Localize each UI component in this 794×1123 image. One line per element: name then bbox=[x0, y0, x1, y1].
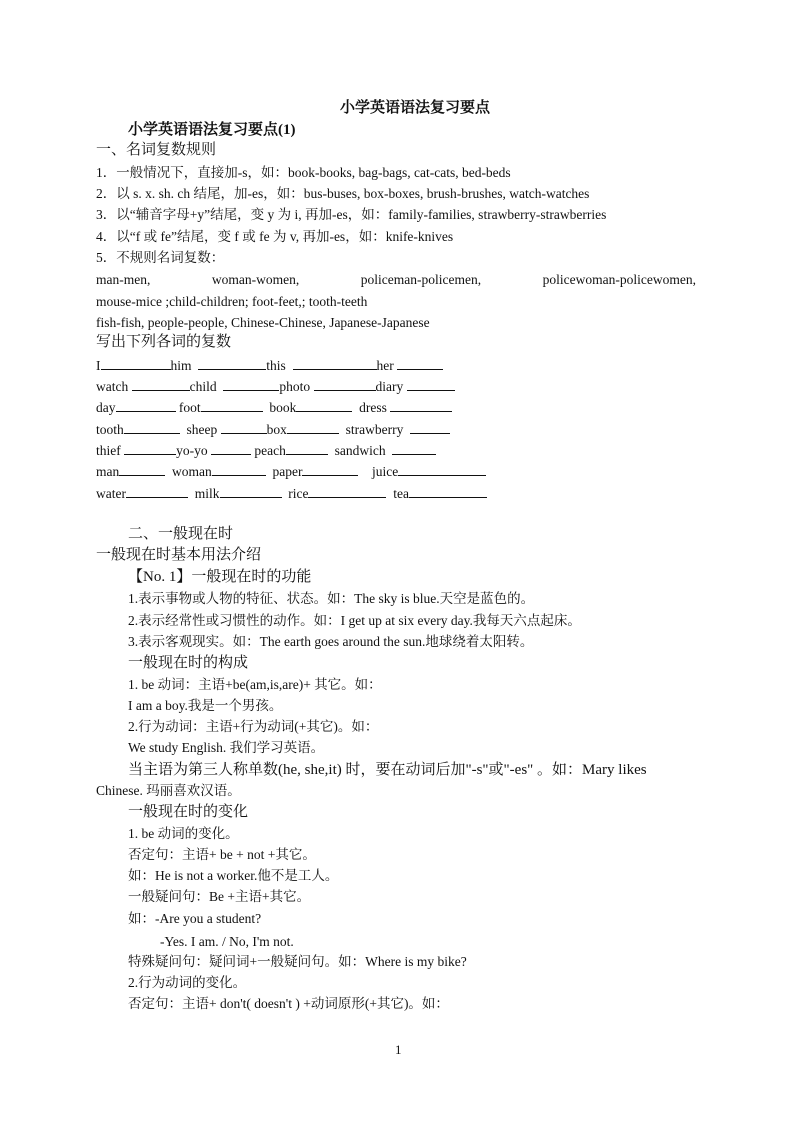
exercise-word: photo bbox=[279, 379, 311, 394]
answer-blank[interactable] bbox=[308, 485, 386, 498]
exercise-row bbox=[96, 442, 436, 460]
answer-blank[interactable] bbox=[390, 399, 452, 412]
irregular-item: woman-women, bbox=[211, 272, 300, 287]
exercise-word: tea bbox=[393, 486, 409, 501]
exercise-word: yo-yo bbox=[176, 443, 208, 458]
answer-blank[interactable] bbox=[126, 485, 188, 498]
exercise-word: watch bbox=[96, 379, 129, 394]
third-person-rule-line2: Chinese. 玛丽喜欢汉语。 bbox=[96, 783, 241, 798]
exercise-word: strawberry bbox=[345, 422, 404, 437]
function-1: 1.表示事物或人物的特征、状态。如：The sky is blue.天空是蓝色的。 bbox=[128, 591, 535, 606]
general-question-example: 如：-Are you a student? bbox=[128, 911, 262, 926]
exercise-word: foot bbox=[178, 400, 201, 415]
exercise-word: paper bbox=[272, 464, 303, 479]
change-heading: 一般现在时的变化 bbox=[128, 804, 249, 820]
exercise-word: this bbox=[266, 358, 286, 373]
plural-rule-3: 3．以“辅音字母+y”结尾，变 y 为 i, 再加-es，如：family-families, strawberry-strawberries bbox=[96, 207, 607, 222]
answer-blank[interactable] bbox=[407, 378, 455, 391]
exercise-word: rice bbox=[288, 486, 309, 501]
irregular-item: policeman-policemen, bbox=[360, 272, 482, 287]
answer-blank[interactable] bbox=[220, 485, 282, 498]
action-verb-example: We study English. 我们学习英语。 bbox=[128, 740, 325, 755]
exercise-row bbox=[96, 399, 452, 417]
answer-blank[interactable] bbox=[314, 378, 376, 391]
section1-heading: 一、名词复数规则 bbox=[96, 142, 217, 158]
answer-blank[interactable] bbox=[212, 463, 266, 476]
exercise-word: milk bbox=[194, 486, 220, 501]
exercise-word: juice bbox=[371, 464, 399, 479]
exercise-word: her bbox=[376, 358, 394, 373]
irregular-plurals-row-3: fish-fish, people-people, Chinese-Chinese, Japanese-Japanese bbox=[96, 315, 430, 330]
be-verb-rule: 1. be 动词：主语+be(am,is,are)+ 其它。如： bbox=[128, 677, 382, 692]
exercise-word: tooth bbox=[96, 422, 124, 437]
negative-rule: 否定句：主语+ be + not +其它。 bbox=[128, 847, 316, 862]
answer-blank[interactable] bbox=[409, 485, 487, 498]
answer-blank[interactable] bbox=[221, 421, 267, 434]
exercise-word: child bbox=[189, 379, 217, 394]
page-number: 1 bbox=[395, 1042, 402, 1057]
exercise-word: day bbox=[96, 400, 116, 415]
exercise-word: man bbox=[96, 464, 120, 479]
answer-blank[interactable] bbox=[124, 421, 180, 434]
exercise-row bbox=[96, 463, 486, 481]
action-verb-negative-rule: 否定句：主语+ don't( doesn't ) +动词原形(+其它)。如： bbox=[128, 996, 449, 1011]
exercise-row bbox=[96, 357, 443, 375]
be-change-heading: 1. be 动词的变化。 bbox=[128, 826, 239, 841]
exercise-word: sandwich bbox=[334, 443, 386, 458]
exercise-word: dress bbox=[359, 400, 387, 415]
exercise-word: woman bbox=[172, 464, 212, 479]
structure-heading: 一般现在时的构成 bbox=[128, 655, 249, 671]
section2-intro: 一般现在时基本用法介绍 bbox=[96, 547, 262, 563]
exercise-word: book bbox=[269, 400, 297, 415]
answer-blank[interactable] bbox=[124, 442, 176, 455]
exercise-row bbox=[96, 378, 455, 396]
answer-blank[interactable] bbox=[296, 399, 352, 412]
exercise-word: I bbox=[96, 358, 101, 373]
exercise-heading: 写出下列各词的复数 bbox=[96, 334, 232, 350]
plural-rule-2: 2．以 s. x. sh. ch 结尾，加-es，如：bus-buses, box-boxes, brush-brushes, watch-watches bbox=[96, 186, 590, 201]
function-2: 2.表示经常性或习惯性的动作。如：I get up at six every day.我每天六点起床。 bbox=[128, 613, 581, 628]
document-subtitle: 小学英语语法复习要点(1) bbox=[128, 122, 296, 138]
answer-blank[interactable] bbox=[101, 357, 171, 370]
exercise-row bbox=[96, 485, 487, 503]
irregular-item: man-men, bbox=[96, 272, 151, 287]
plural-rule-4: 4．以“f 或 fe”结尾，变 f 或 fe 为 v, 再加-es，如：knife-knives bbox=[96, 229, 454, 244]
irregular-plurals-row-1 bbox=[96, 271, 696, 289]
answer-blank[interactable] bbox=[410, 421, 450, 434]
answer-blank[interactable] bbox=[223, 378, 279, 391]
plural-rule-5: 5．不规则名词复数： bbox=[96, 250, 225, 265]
general-question-rule: 一般疑问句：Be +主语+其它。 bbox=[128, 889, 311, 904]
answer-blank[interactable] bbox=[293, 357, 377, 370]
action-verb-change-heading: 2.行为动词的变化。 bbox=[128, 975, 247, 990]
exercise-word: sheep bbox=[186, 422, 218, 437]
answer-blank[interactable] bbox=[198, 357, 266, 370]
section2-heading: 二、一般现在时 bbox=[128, 526, 234, 542]
no1-heading: 【No. 1】一般现在时的功能 bbox=[128, 569, 312, 585]
answer-blank[interactable] bbox=[287, 421, 339, 434]
exercise-word: box bbox=[266, 422, 287, 437]
be-verb-example: I am a boy.我是一个男孩。 bbox=[128, 698, 283, 713]
answer-blank[interactable] bbox=[201, 399, 263, 412]
irregular-plurals-row-2: mouse-mice ;child-children; foot-feet,; tooth-teeth bbox=[96, 294, 368, 309]
exercise-word: diary bbox=[375, 379, 404, 394]
exercise-word: him bbox=[170, 358, 192, 373]
third-person-rule-line1: 当主语为第三人称单数(he, she,it) 时，要在动词后加"-s"或"-es" 。如：Mary likes bbox=[128, 762, 647, 778]
irregular-item: policewoman-policewomen, bbox=[542, 272, 696, 287]
special-question-rule: 特殊疑问句：疑问词+一般疑问句。如：Where is my bike? bbox=[128, 954, 467, 969]
plural-rule-1: 1．一般情况下，直接加-s，如：book-books, bag-bags, cat-cats, bed-beds bbox=[96, 165, 511, 180]
answer-blank[interactable] bbox=[211, 442, 251, 455]
answer-blank[interactable] bbox=[286, 442, 328, 455]
answer-blank[interactable] bbox=[132, 378, 190, 391]
exercise-word: peach bbox=[254, 443, 286, 458]
exercise-word: thief bbox=[96, 443, 121, 458]
function-3: 3.表示客观现实。如：The earth goes around the sun.地球绕着太阳转。 bbox=[128, 634, 534, 649]
answer-blank[interactable] bbox=[392, 442, 436, 455]
document-title: 小学英语语法复习要点 bbox=[340, 100, 491, 116]
exercise-word: water bbox=[96, 486, 126, 501]
answer-blank[interactable] bbox=[398, 463, 486, 476]
general-question-answer: -Yes. I am. / No, I'm not. bbox=[160, 934, 294, 949]
answer-blank[interactable] bbox=[116, 399, 176, 412]
answer-blank[interactable] bbox=[119, 463, 165, 476]
action-verb-rule: 2.行为动词：主语+行为动词(+其它)。如： bbox=[128, 719, 379, 734]
answer-blank[interactable] bbox=[397, 357, 443, 370]
exercise-row bbox=[96, 421, 450, 439]
answer-blank[interactable] bbox=[302, 463, 358, 476]
negative-example: 如：He is not a worker.他不是工人。 bbox=[128, 868, 339, 883]
